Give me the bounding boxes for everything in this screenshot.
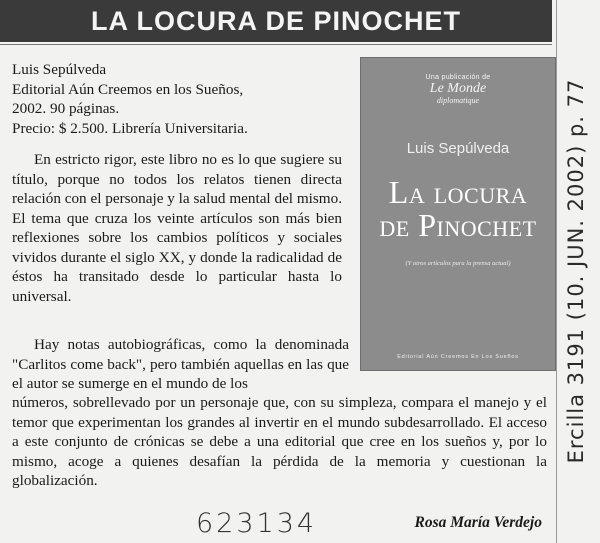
- cover-edition-line: Una publicación de: [425, 74, 491, 81]
- bibliographic-info: [12, 60, 342, 138]
- clipping-edge-line: [556, 0, 557, 543]
- review-paragraph-2-start: Hay notas autobiográficas, como la denominada "Carlitos come back", pero también aquellas en las que el autor se sumerge en el mundo de los: [12, 336, 349, 392]
- header-divider: [0, 44, 552, 45]
- cover-publisher-logo: [361, 74, 555, 105]
- handwritten-catalog-number: 623134: [196, 508, 318, 539]
- biblio-price: Precio: $ 2.500. Librería Universitaria.: [12, 119, 248, 137]
- cover-title: [361, 176, 555, 242]
- header-bar: [0, 0, 552, 42]
- biblio-year-pages: 2002. 90 páginas.: [12, 100, 120, 117]
- page-title: LA LOCURA DE PINOCHET: [91, 5, 461, 36]
- handwritten-source-note: Ercilla 3191 (10. JUN. 2002) p. 77: [564, 78, 588, 464]
- review-paragraph-2-continued: números, sobrellevado por un personaje que, con su simpleza, compara el manejo y el temor que experimentan los grandes al invertir en el mundo subdesarrollado. El acceso a este conjunto de crónicas se debe a una editorial que cree en los sueños y, por lo mismo, acoge a quienes desafían la pérdida de la memoria y cuestionan la globalización.: [12, 394, 547, 489]
- review-paragraph-1: En estricto rigor, este libro no es lo que sugiere su título, porque no todos los relatos tienen directa relación con el personaje y la salud mental del mismo. El tema que cruza los veinte artículos son más bien reflexiones sobre los cambios políticos y sociales vividos durante el siglo XX, y donde la radicalidad de éstos ha transitado desde lo particular hasta lo universal.: [12, 151, 342, 305]
- cover-publisher: Editorial Aún Creemos En Los Sueños: [397, 354, 519, 360]
- cover-diplomatique: diplomatique: [436, 96, 480, 105]
- cover-subtitle: (Y otros artículos para la prensa actual): [405, 260, 511, 267]
- cover-monde-logo: Le Monde: [429, 81, 487, 96]
- cover-title-line-1: La locura: [388, 174, 528, 210]
- author-signature: Rosa María Verdejo: [414, 514, 542, 531]
- biblio-publisher: Editorial Aún Creemos en los Sueños,: [12, 80, 244, 98]
- cover-title-line-2: de Pinochet: [379, 207, 537, 243]
- cover-author: Luis Sepúlveda: [406, 140, 510, 157]
- biblio-author: Luis Sepúlveda: [12, 61, 107, 78]
- book-cover-image: [360, 57, 556, 371]
